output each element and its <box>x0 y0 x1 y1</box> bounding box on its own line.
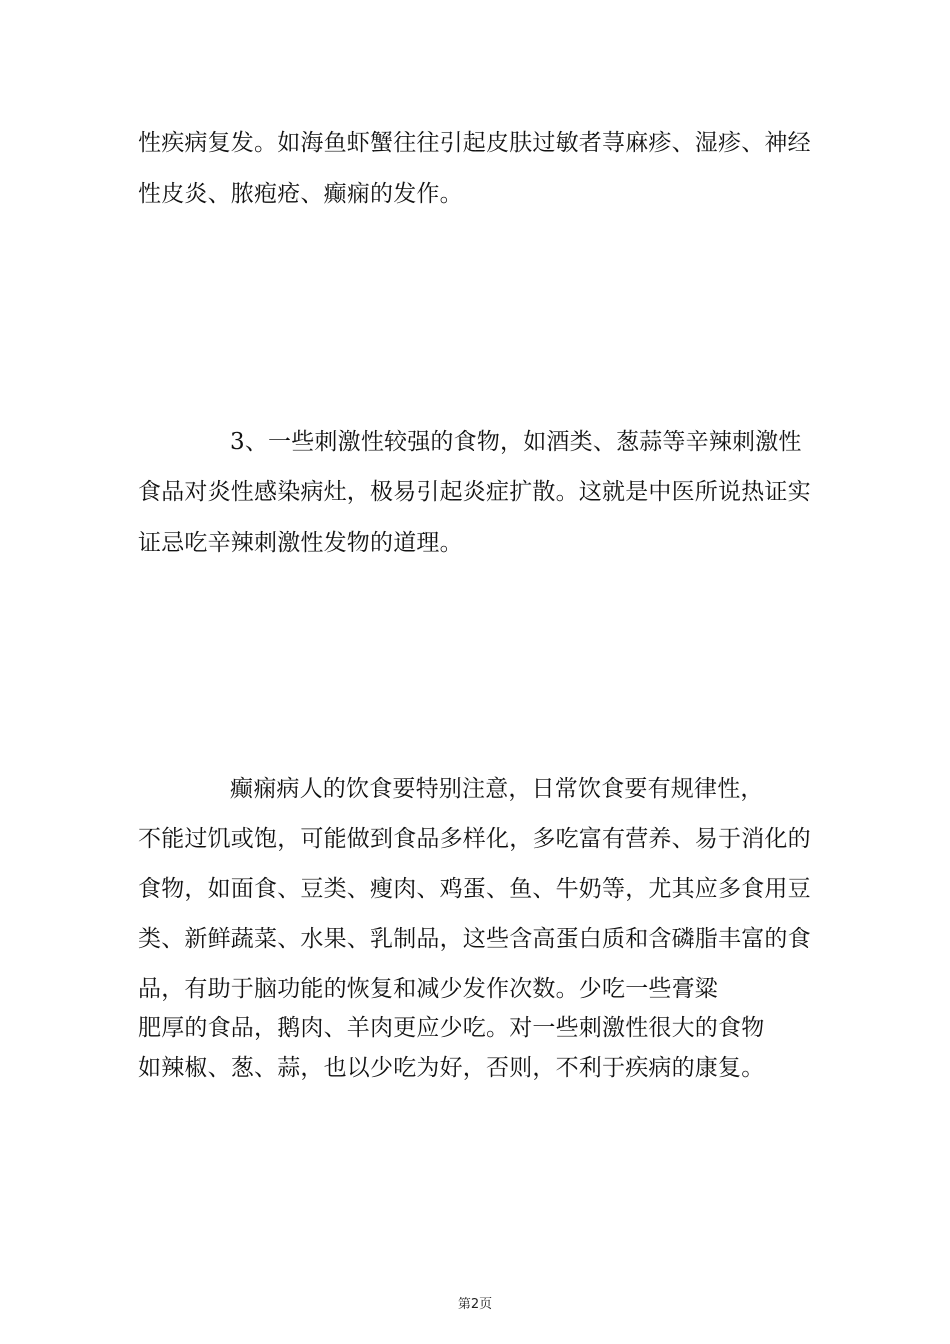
paragraph-3-line-3: 食物，如面食、豆类、瘦肉、鸡蛋、鱼、牛奶等，尤其应多食用豆 <box>138 876 811 902</box>
paragraph-3-line-4: 类、新鲜蔬菜、水果、乳制品，这些含高蛋白质和含磷脂丰富的食 <box>138 926 811 952</box>
paragraph-1-line-2: 性皮炎、脓疱疮、癫痫的发作。 <box>138 181 463 207</box>
paragraph-3-line-7: 如辣椒、葱、蒜，也以少吃为好，否则，不利于疾病的康复。 <box>138 1055 765 1081</box>
paragraph-1-line-1: 性疾病复发。如海鱼虾蟹往往引起皮肤过敏者荨麻疹、湿疹、神经 <box>138 130 811 156</box>
paragraph-3-line-2: 不能过饥或饱，可能做到食品多样化，多吃富有营养、易于消化的 <box>138 826 811 852</box>
paragraph-2-line-2: 食品对炎性感染病灶，极易引起炎症扩散。这就是中医所说热证实 <box>138 479 811 505</box>
paragraph-2-line-3: 证忌吃辛辣刺激性发物的道理。 <box>138 530 463 556</box>
paragraph-3-line-1: 癫痫病人的饮食要特别注意，日常饮食要有规律性， <box>230 776 764 802</box>
paragraph-3-line-6: 肥厚的食品，鹅肉、羊肉更应少吃。对一些刺激性很大的食物 <box>138 1015 765 1041</box>
paragraph-3-line-5: 品，有助于脑功能的恢复和减少发作次数。少吃一些膏粱 <box>138 976 718 1002</box>
page-number: 第2页 <box>457 1297 493 1312</box>
paragraph-2-line-1: 3、一些刺激性较强的食物，如酒类、葱蒜等辛辣刺激性 <box>230 429 802 455</box>
